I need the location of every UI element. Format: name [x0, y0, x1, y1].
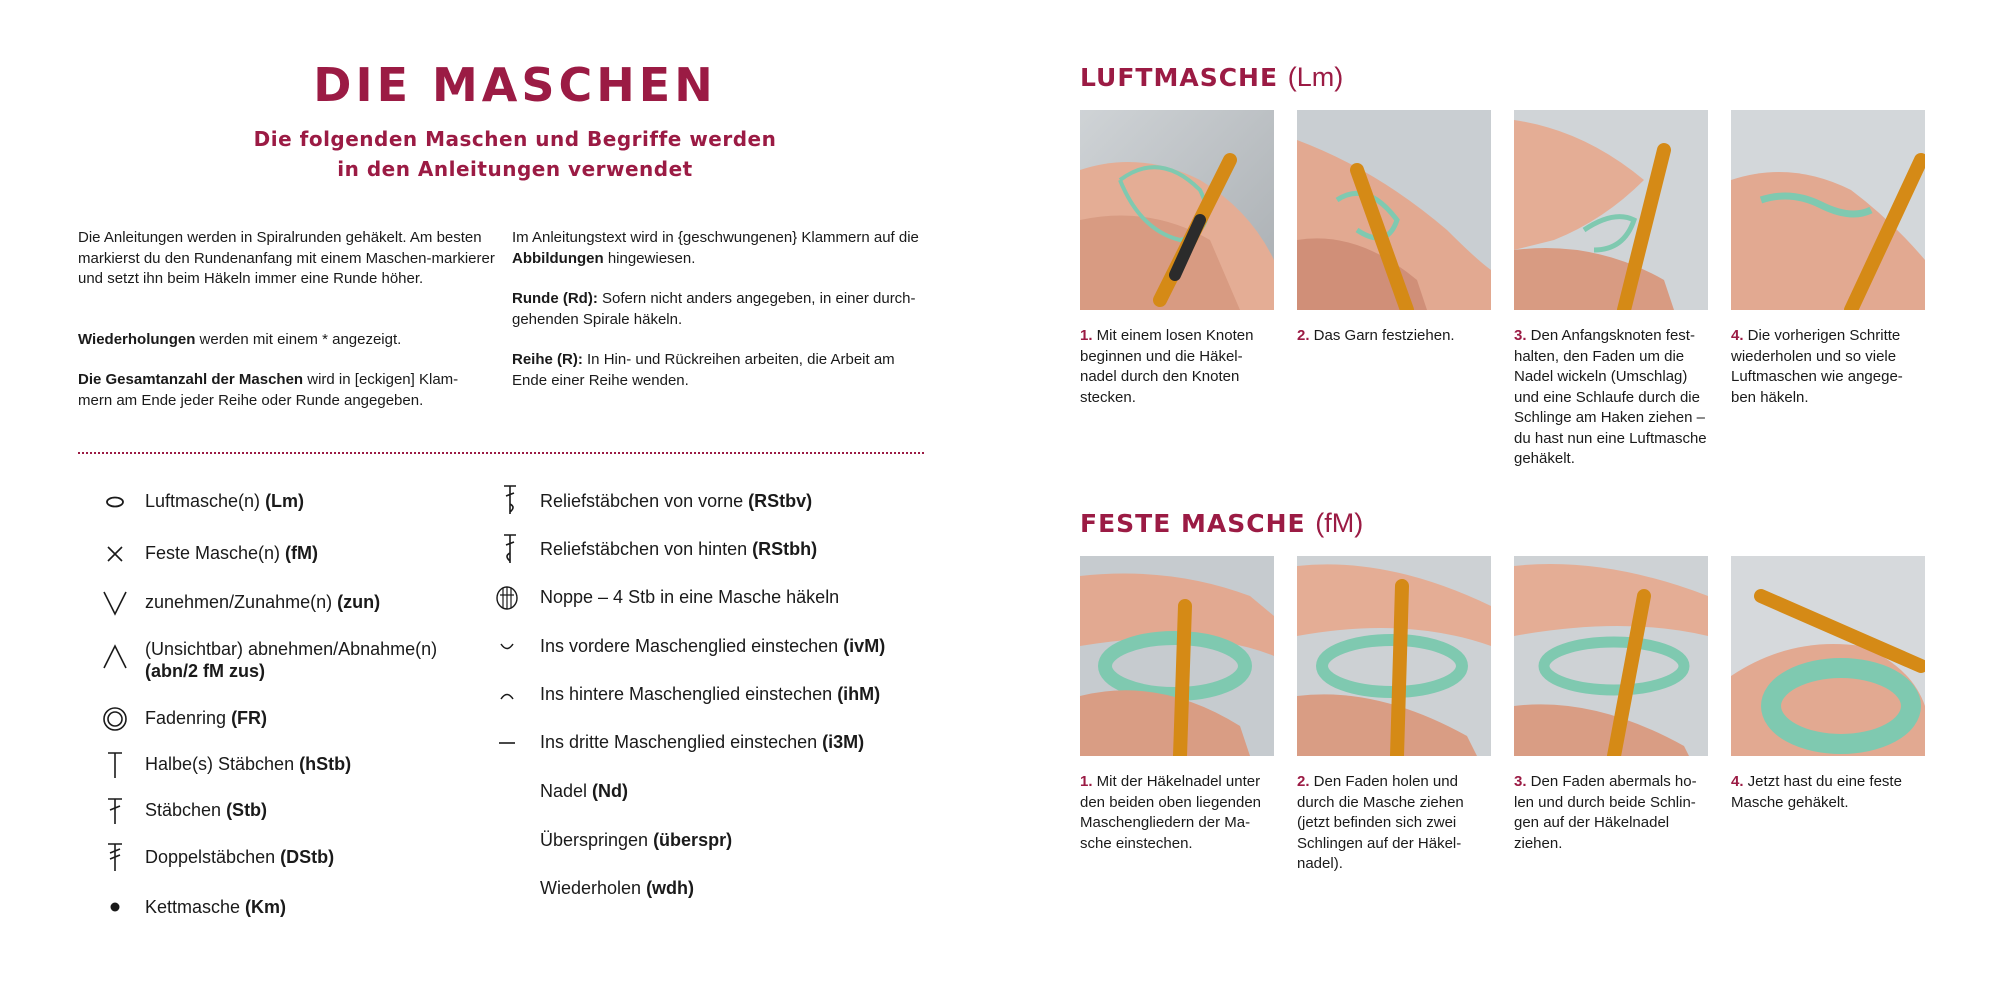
symbol-label: [145, 591, 380, 613]
step-number: 3.: [1514, 327, 1527, 344]
intro-text: wird in [eckigen] Klam-mern am Ende jeder Reihe oder Runde angegeben.: [78, 371, 459, 409]
x-cross-icon: [100, 539, 130, 569]
symbol-abbr: (Km): [245, 897, 287, 917]
symbol-label: [145, 638, 437, 682]
intro-paragraph: [78, 370, 488, 411]
symbol-name: Ins dritte Maschenglied einstechen: [540, 732, 823, 752]
step-photo: [1080, 110, 1274, 310]
intro-bold: Abbildungen: [512, 249, 604, 267]
symbol-abbr: (i3M): [822, 732, 865, 752]
symbol-abbr: (hStb): [299, 754, 352, 774]
t-double-cross-icon: [100, 842, 130, 872]
step-number: 3.: [1514, 773, 1527, 790]
dotted-divider: [78, 452, 924, 454]
symbol-label: [540, 829, 732, 851]
symbol-name: Feste Masche(n): [145, 543, 286, 563]
intro-bold: Die Gesamtanzahl der Maschen: [78, 371, 304, 388]
intro-paragraph: [78, 330, 498, 351]
symbol-abbr: (Stb): [226, 800, 268, 820]
step-photo: [1731, 556, 1925, 756]
intro-bold: Reihe (R):: [512, 351, 583, 368]
symbol-name: Reliefstäbchen von hinten: [540, 539, 753, 559]
step-number: 1.: [1080, 327, 1093, 344]
step-photo: [1514, 556, 1708, 756]
step-text: Den Anfangsknoten fest-halten, den Faden um die Nadel wickeln (Umschlag) und eine Schlaufe durch die Schlinge am Haken ziehen – du hast nun eine Luftmasche gehäkelt.: [1514, 327, 1707, 467]
step-number: 4.: [1731, 327, 1744, 344]
step-number: 2.: [1297, 327, 1310, 344]
symbol-label: [540, 538, 817, 560]
step-number: 4.: [1731, 773, 1744, 790]
symbol-label: [145, 846, 334, 868]
symbol-abbr: (zun): [337, 592, 381, 612]
intro-paragraph: [78, 228, 498, 290]
symbol-label: [540, 635, 885, 657]
step-number: 1.: [1080, 773, 1093, 790]
t-half-stitch-icon: [100, 750, 130, 780]
symbol-name: Fadenring: [145, 708, 232, 728]
symbol-name: Ins vordere Maschenglied einstechen: [540, 636, 844, 656]
t-cross-stitch-icon: [100, 796, 130, 826]
symbol-label: [540, 877, 694, 899]
page-title: DIE MASCHEN: [313, 58, 717, 112]
symbol-name: Halbe(s) Stäbchen: [145, 754, 300, 774]
symbol-label: [145, 707, 267, 729]
intro-text: werden mit einem * angezeigt.: [195, 331, 402, 348]
symbol-name: Luftmasche(n): [145, 491, 266, 511]
step-text: Jetzt hast du eine feste Masche gehäkelt.: [1731, 773, 1902, 811]
section-heading-abbr: (fM): [1315, 508, 1364, 538]
symbol-abbr: (RStbh): [752, 539, 818, 559]
step-number: 2.: [1297, 773, 1310, 790]
front-post-icon: [495, 485, 525, 515]
intro-text: In Hin- und Rückreihen arbeiten, die Arbeit am Ende einer Reihe wenden.: [512, 351, 895, 389]
intro-text: Im Anleitungstext wird in {geschwungenen} Klammern auf die: [512, 229, 919, 246]
section-heading-abbr: (Lm): [1287, 62, 1344, 92]
step-text: Die vorherigen Schritte wiederholen und so viele Luftmaschen wie angege-ben häkeln.: [1731, 327, 1903, 406]
step-caption: [1731, 326, 1927, 408]
symbol-label: [540, 731, 864, 753]
step-caption: [1731, 772, 1927, 813]
symbol-label: [145, 490, 304, 512]
intro-text: Sofern nicht anders angegeben, in einer durch-gehenden Spirale häkeln.: [512, 290, 916, 328]
subtitle-line-2: in den Anleitungen verwendet: [337, 157, 693, 181]
symbol-abbr: (überspr): [653, 830, 733, 850]
intro-paragraph: [512, 289, 924, 330]
symbol-abbr: (DStb): [280, 847, 335, 867]
back-post-icon: [495, 534, 525, 564]
symbol-abbr: (RStbv): [748, 491, 813, 511]
intro-paragraph: [512, 350, 924, 391]
symbol-label: [145, 799, 267, 821]
page-subtitle: [200, 124, 830, 184]
step-caption: [1514, 326, 1710, 470]
symbol-abbr: (FR): [231, 708, 268, 728]
step-caption: [1080, 772, 1276, 854]
symbol-name: Überspringen: [540, 830, 654, 850]
chain-oval-icon: [100, 487, 130, 517]
symbol-name: (Unsichtbar) abnehmen/Abnahme(n): [145, 639, 438, 659]
step-photo: [1514, 110, 1708, 310]
intro-text: hingewiesen.: [603, 249, 696, 267]
symbol-abbr: (ivM): [843, 636, 886, 656]
symbol-label: [145, 542, 318, 564]
symbol-abbr: (Nd): [592, 781, 629, 801]
step-text: Den Faden holen und durch die Masche ziehen (jetzt befinden sich zwei Schlingen auf der Häkel-nadel).: [1297, 773, 1464, 872]
symbol-name: Stäbchen: [145, 800, 227, 820]
back-loop-arc-icon: [492, 680, 522, 710]
step-text: Mit der Häkelnadel unter den beiden oben liegenden Maschengliedern der Ma-sche einstechen.: [1080, 773, 1262, 852]
intro-bold: Wiederholungen: [78, 331, 196, 348]
step-photo: [1297, 556, 1491, 756]
symbol-label: [540, 586, 839, 608]
symbol-label: [540, 780, 628, 802]
bobble-icon: [492, 583, 522, 613]
step-photo: [1731, 110, 1925, 310]
intro-text: Die Anleitungen werden in Spiralrunden gehäkelt. Am besten markierst du den Rundenanfang mit einem Maschen-markierer und setzt ihn beim Häkeln immer eine Runde höher.: [78, 229, 495, 287]
step-photo: [1297, 110, 1491, 310]
symbol-label: [145, 753, 351, 775]
symbol-label: [540, 490, 812, 512]
intro-bold: Runde (Rd):: [512, 290, 598, 307]
double-ring-icon: [100, 704, 130, 734]
section-heading-feste-masche: [1080, 508, 1363, 539]
step-text: Das Garn festziehen.: [1309, 327, 1455, 344]
section-heading-text: LUFTMASCHE: [1080, 63, 1288, 92]
symbol-name: Noppe – 4 Stb in eine Masche häkeln: [540, 587, 840, 607]
dot-icon: [100, 892, 130, 922]
step-caption: [1297, 772, 1493, 875]
front-loop-arc-icon: [492, 632, 522, 662]
step-caption: [1080, 326, 1276, 408]
symbol-name: zunehmen/Zunahme(n): [145, 592, 338, 612]
intro-paragraph: [512, 228, 924, 269]
step-photo: [1080, 556, 1274, 756]
symbol-abbr: (wdh): [646, 878, 695, 898]
symbol-abbr: (fM): [285, 543, 319, 563]
symbol-name: Doppelstäbchen: [145, 847, 281, 867]
symbol-name: Reliefstäbchen von vorne: [540, 491, 749, 511]
step-text: Den Faden abermals ho-len und durch beide Schlin-gen auf der Häkelnadel ziehen.: [1514, 773, 1697, 852]
subtitle-line-1: Die folgenden Maschen und Begriffe werden: [253, 127, 777, 151]
symbol-name: Ins hintere Maschenglied einstechen: [540, 684, 838, 704]
step-caption: [1514, 772, 1710, 854]
symbol-name: Wiederholen: [540, 878, 647, 898]
dash-icon: [492, 728, 522, 758]
v-increase-icon: [100, 588, 130, 618]
caret-decrease-icon: [100, 642, 130, 672]
symbol-label: [145, 896, 286, 918]
step-text: Mit einem losen Knoten beginnen und die Häkel-nadel durch den Knoten stecken.: [1080, 327, 1254, 406]
symbol-abbr: (abn/2 fM zus): [145, 661, 265, 681]
symbol-abbr: (ihM): [837, 684, 881, 704]
section-heading-text: FESTE MASCHE: [1080, 509, 1316, 538]
symbol-name: Nadel: [540, 781, 593, 801]
symbol-abbr: (Lm): [265, 491, 305, 511]
symbol-label: [540, 683, 880, 705]
step-caption: [1297, 326, 1493, 347]
symbol-name: Kettmasche: [145, 897, 246, 917]
section-heading-luftmasche: [1080, 62, 1343, 93]
